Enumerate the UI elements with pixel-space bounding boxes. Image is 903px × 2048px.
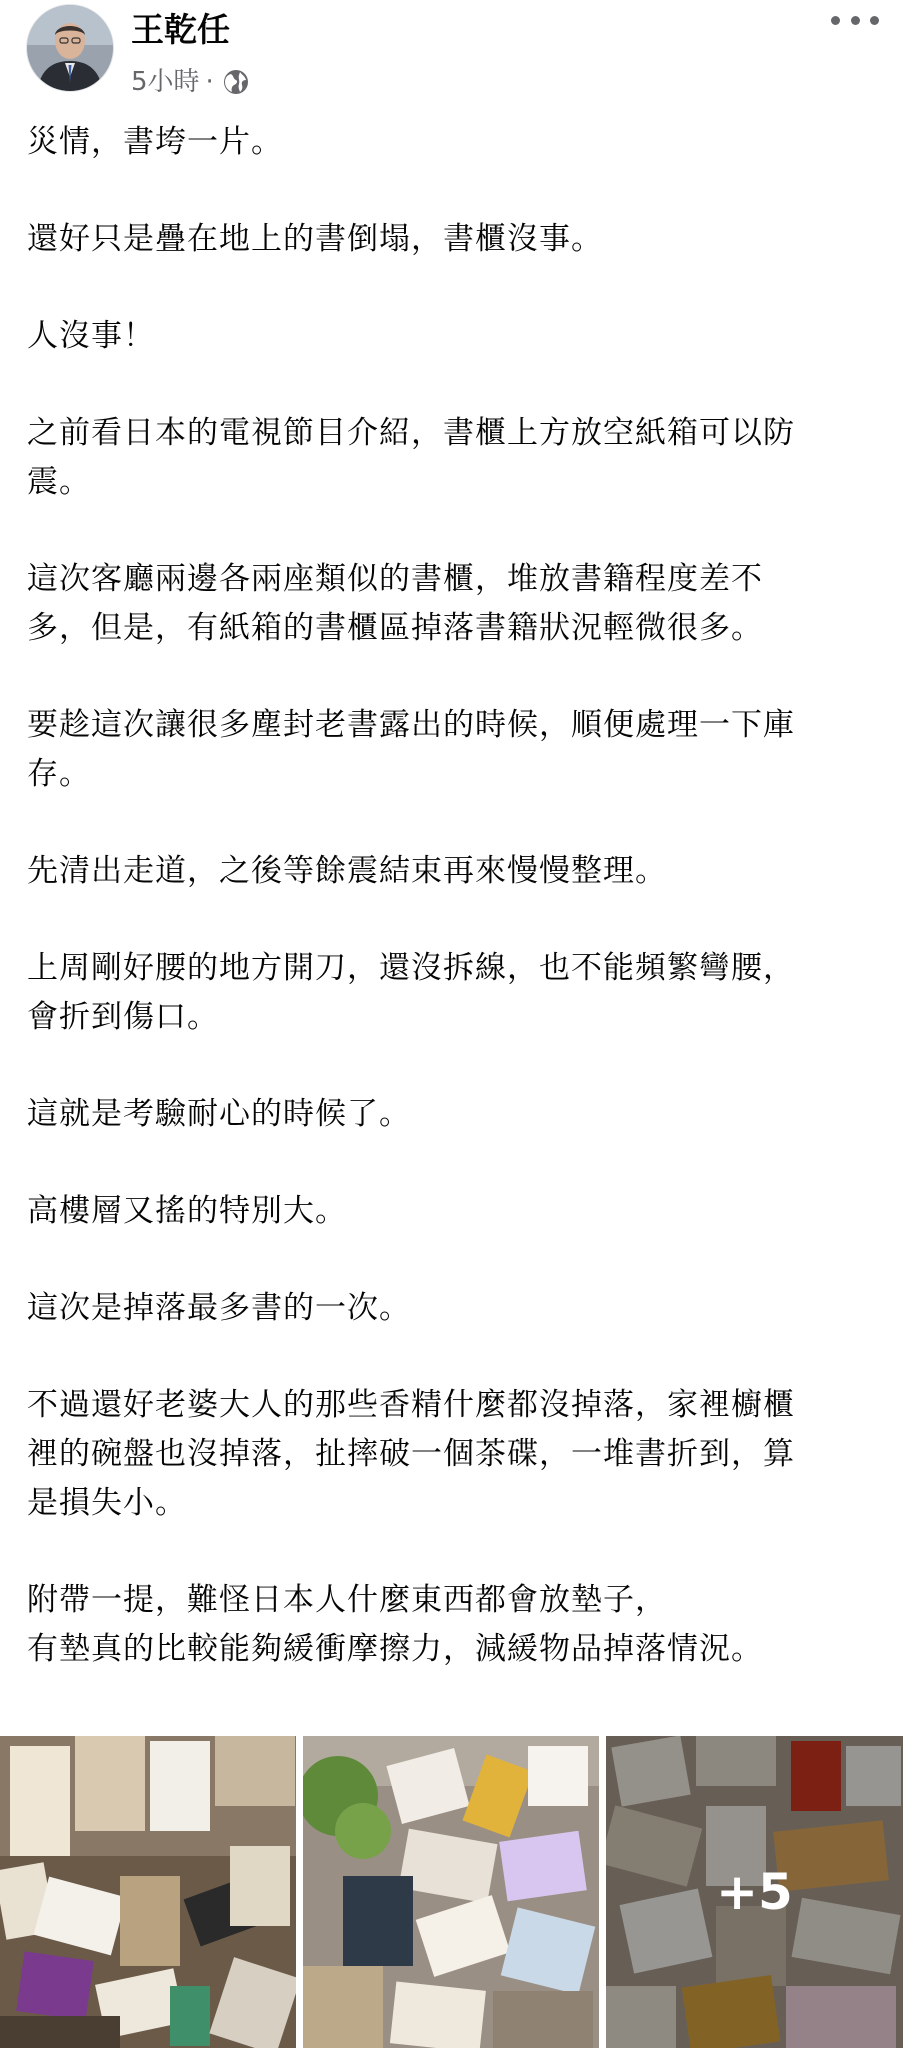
photo-3[interactable] [606, 1736, 903, 2048]
photo-grid [0, 1736, 903, 2048]
post-paragraph: 不過還好老婆大人的那些香精什麼都沒掉落，家裡櫥櫃 裡的碗盤也沒掉落，扯摔破一個茶碟，一堆書折到，算 是損失小。 [27, 1387, 795, 1521]
avatar-image [27, 5, 113, 91]
post-paragraph: 災情，書垮一片。 [27, 124, 283, 160]
post-paragraph: 人沒事！ [27, 318, 155, 354]
post-paragraph: 要趁這次讓很多塵封老書露出的時候，順便處理一下庫 存。 [27, 707, 795, 792]
more-icon-dot [851, 16, 860, 25]
more-options-button[interactable] [831, 2, 879, 38]
photo-2[interactable] [303, 1736, 599, 2048]
post-paragraph: 之前看日本的電視節目介紹，書櫃上方放空紙箱可以防 震。 [27, 415, 795, 500]
post-paragraph: 還好只是疊在地上的書倒塌，書櫃沒事。 [27, 221, 603, 257]
globe-icon[interactable] [222, 68, 250, 96]
post-paragraph: 這次是掉落最多書的一次。 [27, 1290, 411, 1326]
meta-separator: · [205, 67, 214, 97]
more-photos-overlay[interactable]: +5 [606, 1736, 903, 2048]
author-name[interactable]: 王乾任 [131, 10, 230, 49]
post-text [0, 118, 903, 1674]
post-meta [131, 64, 250, 100]
photo-1[interactable] [0, 1736, 296, 2048]
more-icon-dot [870, 16, 879, 25]
post-paragraph: 附帶一提，難怪日本人什麼東西都會放墊子， 有墊真的比較能夠緩衝摩擦力，減緩物品掉落情況。 [27, 1582, 763, 1667]
photo-fallen-books-2 [303, 1736, 599, 2048]
photo-fallen-books-1 [0, 1736, 296, 2048]
post-paragraph: 這次客廳兩邊各兩座類似的書櫃，堆放書籍程度差不 多，但是，有紙箱的書櫃區掉落書籍狀況輕微很多。 [27, 561, 763, 646]
avatar[interactable] [27, 5, 113, 91]
post-timestamp[interactable]: 5小時 [131, 67, 200, 97]
post-paragraph: 高樓層又搖的特別大。 [27, 1193, 347, 1229]
post-paragraph: 先清出走道，之後等餘震結束再來慢慢整理。 [27, 853, 667, 889]
post-header [0, 0, 903, 118]
more-icon [831, 16, 840, 25]
post-paragraph: 這就是考驗耐心的時候了。 [27, 1096, 411, 1132]
post-paragraph: 上周剛好腰的地方開刀，還沒拆線，也不能頻繁彎腰， 會折到傷口。 [27, 950, 795, 1035]
